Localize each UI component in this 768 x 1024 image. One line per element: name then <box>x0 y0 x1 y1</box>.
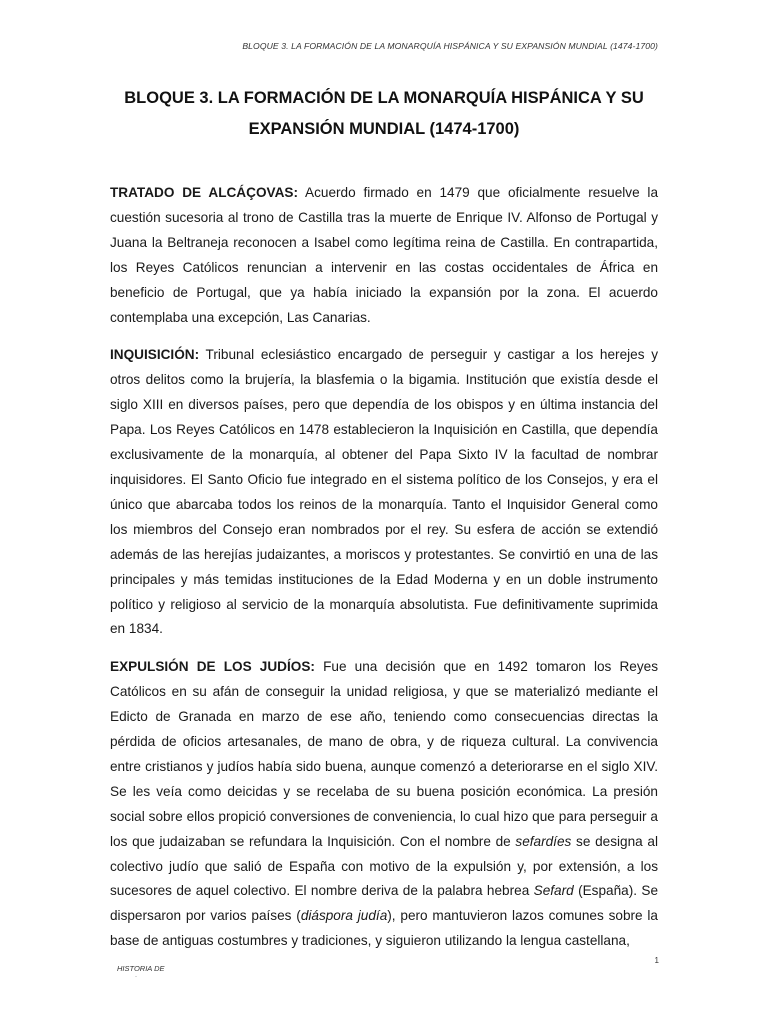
definition-expulsion-part-b: se designa al colectivo judío que salió de España con motivo de la expulsión y, por extensión, a los sucesores de aquel colectivo. El nombre deriva de la palabra hebrea <box>110 833 658 899</box>
definition-expulsion-part-a: Fue una decisión que en 1492 tomaron los Reyes Católicos en su afán de conseguir la unidad religiosa, y que se materializó mediante el Edicto de Granada en marzo de ese año, teniendo como consecuencias directas la pérdida de oficios artesanales, de mano de obra, y de riqueza cultural. La convivencia entre cristianos y judíos había sido buena, aunque comenzó a deteriorarse en el siglo XIV. Se les veía como deicidas y se recelaba de su buena posición económica. La presión social sobre ellos propició conversiones de conveniencia, lo cual hizo que para perseguir a los que judaizaban se refundara la Inquisición. Con el nombre de <box>110 659 658 849</box>
definition-tratado: Acuerdo firmado en 1479 que oficialmente resuelve la cuestión sucesoria al trono de Castilla tras la muerte de Enrique IV. Alfonso de Portugal y Juana la Beltraneja reconocen a Isabel como legítima reina de Castilla. En contrapartida, los Reyes Católicos renuncian a intervenir en las costas occidentales de África en beneficio de Portugal, que ya había iniciado la expansión por la zona. El acuerdo contemplaba una excepción, Las Canarias. <box>110 185 658 325</box>
footer-mark: · <box>135 974 137 980</box>
running-header: BLOQUE 3. LA FORMACIÓN DE LA MONARQUÍA HISPÁNICA Y SU EXPANSIÓN MUNDIAL (1474-1700) <box>242 41 658 51</box>
footer-label <box>117 964 165 982</box>
page-title <box>110 83 658 145</box>
term-inquisicion: INQUISICIÓN: <box>110 347 200 363</box>
definition-inquisicion: Tribunal eclesiástico encargado de perseguir y castigar a los herejes y otros delitos como la brujería, la blasfemia o la bigamia. Institución que existía desde el siglo XIII en diversos países, pero que dependía de los obispos y en última instancia del Papa. Los Reyes Católicos en 1478 establecieron la Inquisición en Castilla, que dependía exclusivamente de la monarquía, al obtener del Papa Sixto IV la facultad de nombrar inquisidores. El Santo Oficio fue integrado en el sistema político de los Consejos, y era el único que abarcaba todos los reinos de la monarquía. Tanto el Inquisidor General como los miembros del Consejo eran nombrados por el rey. Su esfera de acción se extendió además de las herejías judaizantes, a moriscos y protestantes. Se convirtió en una de las principales y más temidas instituciones de la Edad Moderna y en un doble instrumento político y religioso al servicio de la monarquía absolutista. Fue definitivamente suprimida en 1834. <box>110 347 658 637</box>
document-body <box>110 181 658 967</box>
paragraph-expulsion <box>110 655 658 954</box>
title-line-1: BLOQUE 3. LA FORMACIÓN DE LA MONARQUÍA HISPÁNICA Y SU <box>124 89 644 107</box>
page-number: 1 <box>654 956 659 965</box>
title-line-2: EXPANSIÓN MUNDIAL (1474-1700) <box>248 120 520 138</box>
term-expulsion: EXPULSIÓN DE LOS JUDÍOS: <box>110 659 315 675</box>
paragraph-tratado <box>110 181 658 330</box>
definition-expulsion-part-d: ), pero mantuvieron lazos comunes sobre la base de antiguas costumbres y tradiciones, y siguieron utilizando la lengua castellana, <box>110 908 658 949</box>
italic-sefard: Sefard <box>533 883 574 899</box>
paragraph-inquisicion <box>110 343 658 642</box>
italic-sefardies: sefardíes <box>515 833 572 849</box>
definition-expulsion-part-c: (España). Se dispersaron por varios países ( <box>110 883 659 924</box>
footer-text: HISTORIA DE <box>117 964 165 973</box>
italic-diaspora: diáspora judía <box>300 908 388 924</box>
term-tratado: TRATADO DE ALCÁÇOVAS: <box>110 185 298 200</box>
